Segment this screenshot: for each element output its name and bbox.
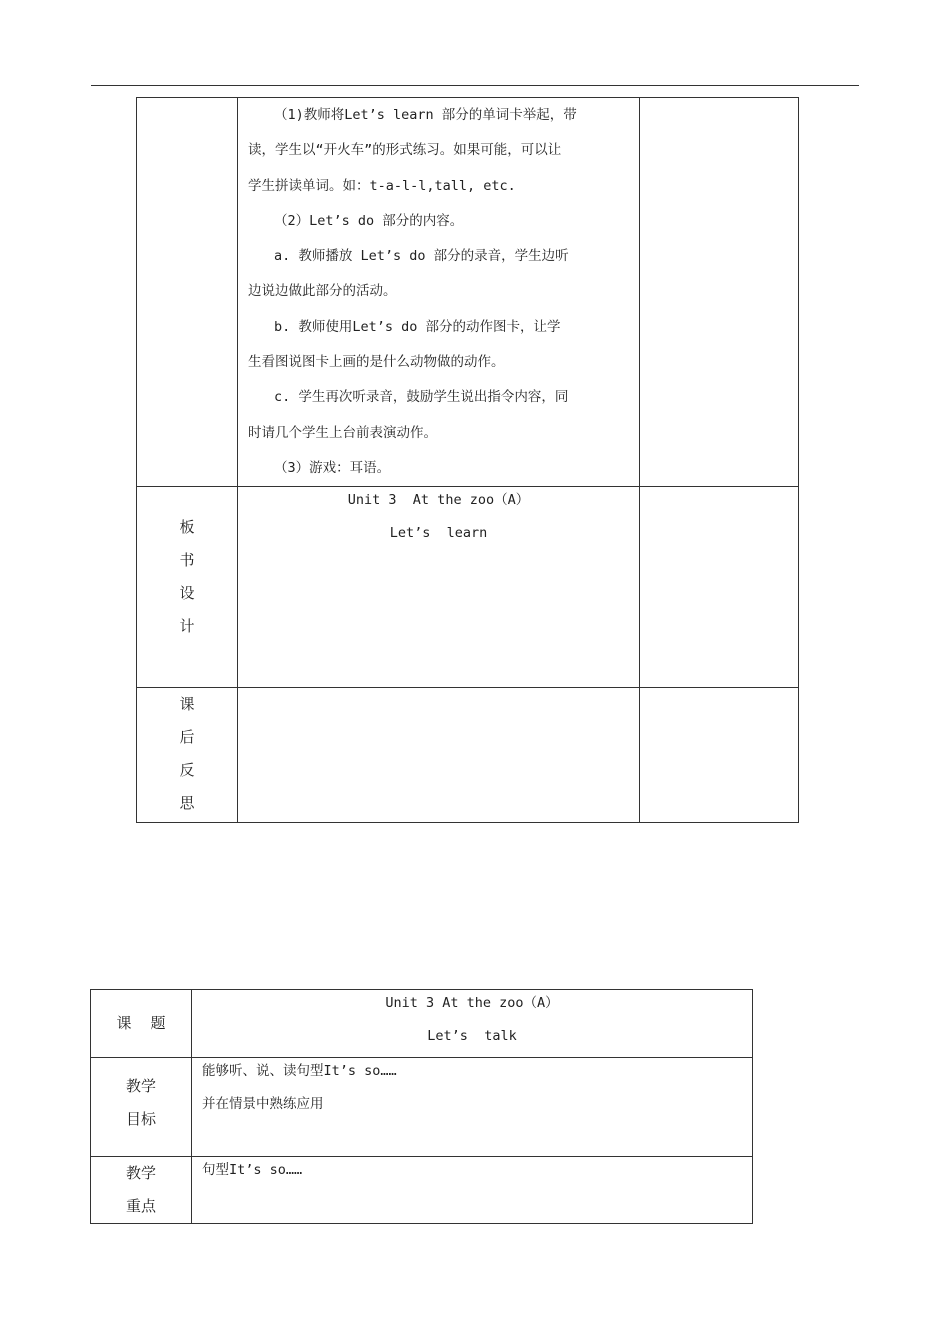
label-char: 课 <box>179 695 195 714</box>
goals-row <box>91 1058 753 1157</box>
topic-subtitle: Let’s talk <box>427 1028 517 1044</box>
key-point-content-cell <box>192 1157 753 1224</box>
reflection-content <box>238 688 640 823</box>
reflection-notes-cell <box>640 688 799 823</box>
topic-row <box>91 990 753 1058</box>
board-design-label <box>137 487 238 688</box>
process-line: （2）Let’s do 部分的内容。 <box>274 212 464 229</box>
process-row <box>137 98 799 487</box>
goals-content-cell <box>192 1058 753 1157</box>
topic-label-cell <box>91 990 192 1058</box>
label-char: 后 <box>179 728 195 747</box>
key-point-row <box>91 1157 753 1224</box>
process-label-cell <box>137 98 238 487</box>
label-char: 计 <box>179 617 195 636</box>
process-line: （1)教师将Let’s learn 部分的单词卡举起，带 <box>274 107 577 123</box>
process-line: b. 教师使用Let’s do 部分的动作图卡，让学 <box>274 318 561 335</box>
process-line: 学生拼读单词。如：t-a-l-l,tall, etc. <box>248 177 516 194</box>
goals-label: 目标 <box>125 1110 156 1128</box>
board-design-content <box>238 487 640 688</box>
process-line: a. 教师播放 Let’s do 部分的录音，学生边听 <box>274 248 569 265</box>
board-title: Unit 3 At the zoo（A） <box>347 492 530 509</box>
header-rule <box>91 85 859 86</box>
lesson-plan-table-2 <box>90 989 753 1224</box>
board-design-row <box>137 487 799 688</box>
process-line: c. 学生再次听录音，鼓励学生说出指令内容，同 <box>274 389 569 406</box>
process-line: 边说边做此部分的活动。 <box>248 283 397 300</box>
goals-line: 能够听、说、读句型It’s so…… <box>202 1063 397 1079</box>
key-point-label: 教学 <box>125 1164 156 1182</box>
topic-label: 课 题 <box>116 1014 166 1032</box>
process-notes-cell <box>640 98 799 487</box>
lesson-plan-table-1 <box>136 97 799 823</box>
key-point-label: 重点 <box>125 1197 156 1215</box>
reflection-label <box>137 688 238 823</box>
reflection-row <box>137 688 799 823</box>
process-line: 时请几个学生上台前表演动作。 <box>248 424 437 441</box>
board-subtitle: Let’s learn <box>389 525 488 542</box>
key-point-line: 句型It’s so…… <box>202 1162 303 1178</box>
label-char: 书 <box>179 551 195 570</box>
topic-title: Unit 3 At the zoo（A） <box>385 995 559 1011</box>
label-char: 思 <box>179 794 195 813</box>
process-line: （3）游戏：耳语。 <box>274 459 391 476</box>
goals-line: 并在情景中熟练应用 <box>202 1096 324 1112</box>
goals-label-cell <box>91 1058 192 1157</box>
goals-label: 教学 <box>125 1077 156 1095</box>
label-char: 反 <box>179 761 195 780</box>
process-line: 读，学生以“开火车”的形式练习。如果可能，可以让 <box>248 142 562 159</box>
process-line: 生看图说图卡上画的是什么动物做的动作。 <box>248 354 505 371</box>
label-char: 板 <box>179 518 195 537</box>
topic-content-cell <box>192 990 753 1058</box>
label-char: 设 <box>179 584 195 603</box>
process-content-cell <box>238 98 640 487</box>
board-notes-cell <box>640 487 799 688</box>
key-point-label-cell <box>91 1157 192 1224</box>
